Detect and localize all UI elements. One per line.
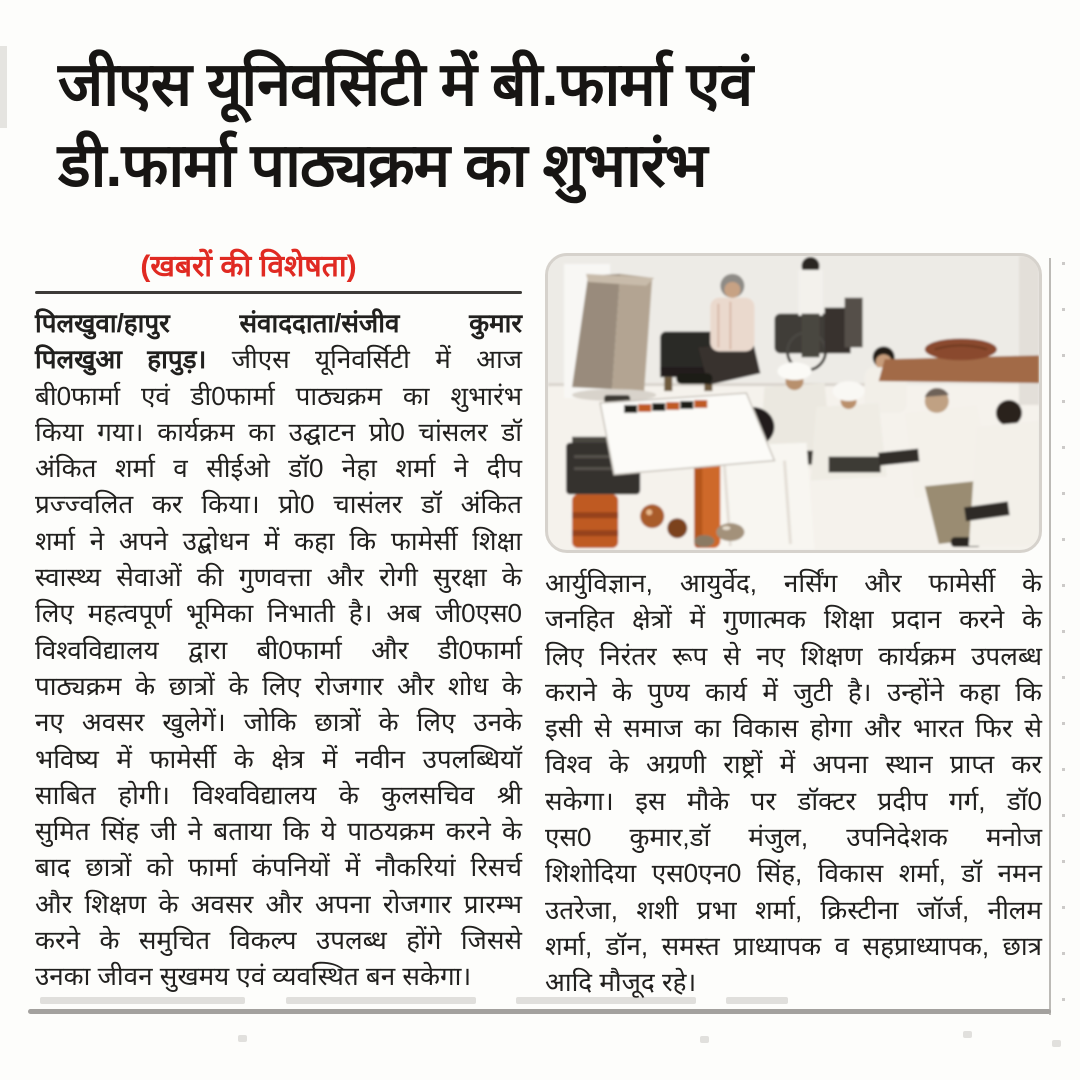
dateline-bold: पिलखुआ हापुड़। [35,344,207,375]
text-line [35,305,522,341]
left-column [35,244,522,995]
scan-artifact-dots [1062,262,1065,1012]
headline-line2: डी.फार्मा पाठ्यक्रम का शुभारंभ [58,130,707,199]
scan-artifact-speck [963,1031,972,1038]
dateline-rest: उनका जीवन सुखमय एवं व्यवस्थित बन सकेगा। [35,961,472,992]
scan-artifact-text-remnant [516,997,696,1004]
text-line [35,559,522,595]
dateline-rest: प्रज्ज्वलित कर किया। प्रो0 चासंलर डॉ अंकित [35,489,522,520]
text-line: लिए निरंतर रूप से नए शिक्षण कार्यक्रम उपलब्ध [545,640,1042,671]
dateline-rest: स्वास्थ्य सेवाओं की गुणवत्ता और रोगी सुरक्षा के [35,562,522,593]
dateline-rest: विश्वविद्यालय द्वारा बी0फार्मा और डी0फार्मा [35,634,522,665]
scan-artifact-speck [238,1035,247,1042]
text-line [35,922,522,958]
text-line [35,777,522,813]
scan-artifact-text-remnant [726,997,788,1004]
bottom-rule [28,1009,1051,1014]
text-line [35,341,522,377]
scan-artifact-text-remnant [40,997,245,1004]
photo-standing-man [799,257,823,357]
text-line: आर्युविज्ञान, आयुर्वेद, नर्सिंग और फामेर्सी के [545,568,1042,598]
text-line: सकेगा। इस मौके पर डॉक्टर प्रदीप गर्ग, डॉ0 [545,785,1042,816]
text-line: एस0 कुमार,डॉ मंजुल, उपनिदेशक मनोज [545,822,1042,853]
dateline-rest: पाठ्यक्रम के छात्रों के लिए रोजगार और शोध के [35,670,522,701]
text-line [35,414,522,450]
text-line: विश्व के अग्रणी राष्ट्रों में अपना स्थान प्राप्त कर [545,749,1042,780]
text-line [35,668,522,704]
scan-artifact-text-remnant [286,997,476,1004]
dateline-rest: भविष्य में फामेर्सी के क्षेत्र में नवीन उपलब्धियॉ [35,743,522,774]
dateline-rest: किया गया। कार्यक्रम का उद्घाटन प्रो0 चांसलर डॉ [35,416,522,447]
text-line [35,595,522,631]
right-column-text [545,565,1042,1001]
text-line [35,958,522,994]
text-line [35,486,522,522]
text-line: कराने के पुण्य कार्य में जुटी है। उन्होंने कहा कि [545,676,1042,707]
news-photo [545,253,1042,553]
dateline-rest: सुमित सिंह जी ने बताया कि ये पाठयक्रम करने के [35,816,522,847]
dateline-rest: बी0फार्मा एवं डी0फार्मा पाठ्यक्रम का शुभारंभ [35,380,522,411]
text-line: जनहित क्षेत्रों में गुणात्मक शिक्षा प्रदान करने के [545,604,1042,635]
dateline-rest: साबित होगी। विश्वविद्यालय के कुलसचिव श्री [35,779,522,810]
news-photo-illustration [548,256,1039,550]
text-line [35,849,522,885]
scan-artifact-speck [700,1036,709,1043]
text-line [35,523,522,559]
column-divider-line [1049,258,1051,1015]
text-line: शर्मा, डॉन, समस्त प्राध्यापक व सहप्राध्यापक, छात्र [545,930,1042,961]
kicker-label: (खबरों की विशेषता) [140,250,357,283]
text-line [35,378,522,414]
left-column-text [35,305,522,995]
headline-line1: जीएस यूनिवर्सिटी में बी.फार्मा एवं [58,50,753,118]
text-line: उतरेजा, शशी प्रभा शर्मा, क्रिस्टीना जॉर्ज, नीलम [545,894,1042,925]
scan-artifact-left-edge [0,46,7,128]
text-line [35,450,522,486]
dateline-bold: पिलखुवा/हापुर संवाददाता/संजीव कुमार [35,308,522,338]
dateline-rest: और शिक्षण के अवसर और अपना रोजगार प्रारम्भ [35,888,522,919]
right-column [545,253,1042,1001]
text-line [35,886,522,922]
text-line: आदि मौजूद रहे। [545,967,697,998]
kicker-underline [35,291,522,294]
text-line: शिशोदिया एस0एन0 सिंह, विकास शर्मा, डॉ नमन [545,858,1042,889]
text-line: इसी से समाज का विकास होगा और भारत फिर से [545,713,1042,744]
dateline-rest: नए अवसर खुलेगें। जोकि छात्रों के लिए उनके [35,707,522,738]
scan-artifact-speck [1052,1040,1061,1047]
headline [58,44,1034,205]
dateline-rest: लिए महत्वपूर्ण भूमिका निभाती है। अब जी0एस0 [35,598,522,629]
text-line [35,704,522,740]
dateline-rest: शर्मा ने अपने उद्बोधन में कहा कि फामेर्सी शिक्षा [35,525,522,556]
text-line [35,632,522,668]
text-line [35,813,522,849]
dateline-rest: अंकित शर्मा व सीईओ डॉ0 नेहा शर्मा ने दीप [35,453,522,484]
text-line [35,741,522,777]
dateline-rest: जीएस यूनिवर्सिटी में आज [206,344,522,375]
dateline-rest: बाद छात्रों को फार्मा कंपनियों में नौकरियां रिसर्च [35,852,522,883]
dateline-rest: करने के समुचित विकल्प उपलब्ध होंगे जिससे [35,925,522,956]
photo-saffron-cloth [694,457,720,548]
